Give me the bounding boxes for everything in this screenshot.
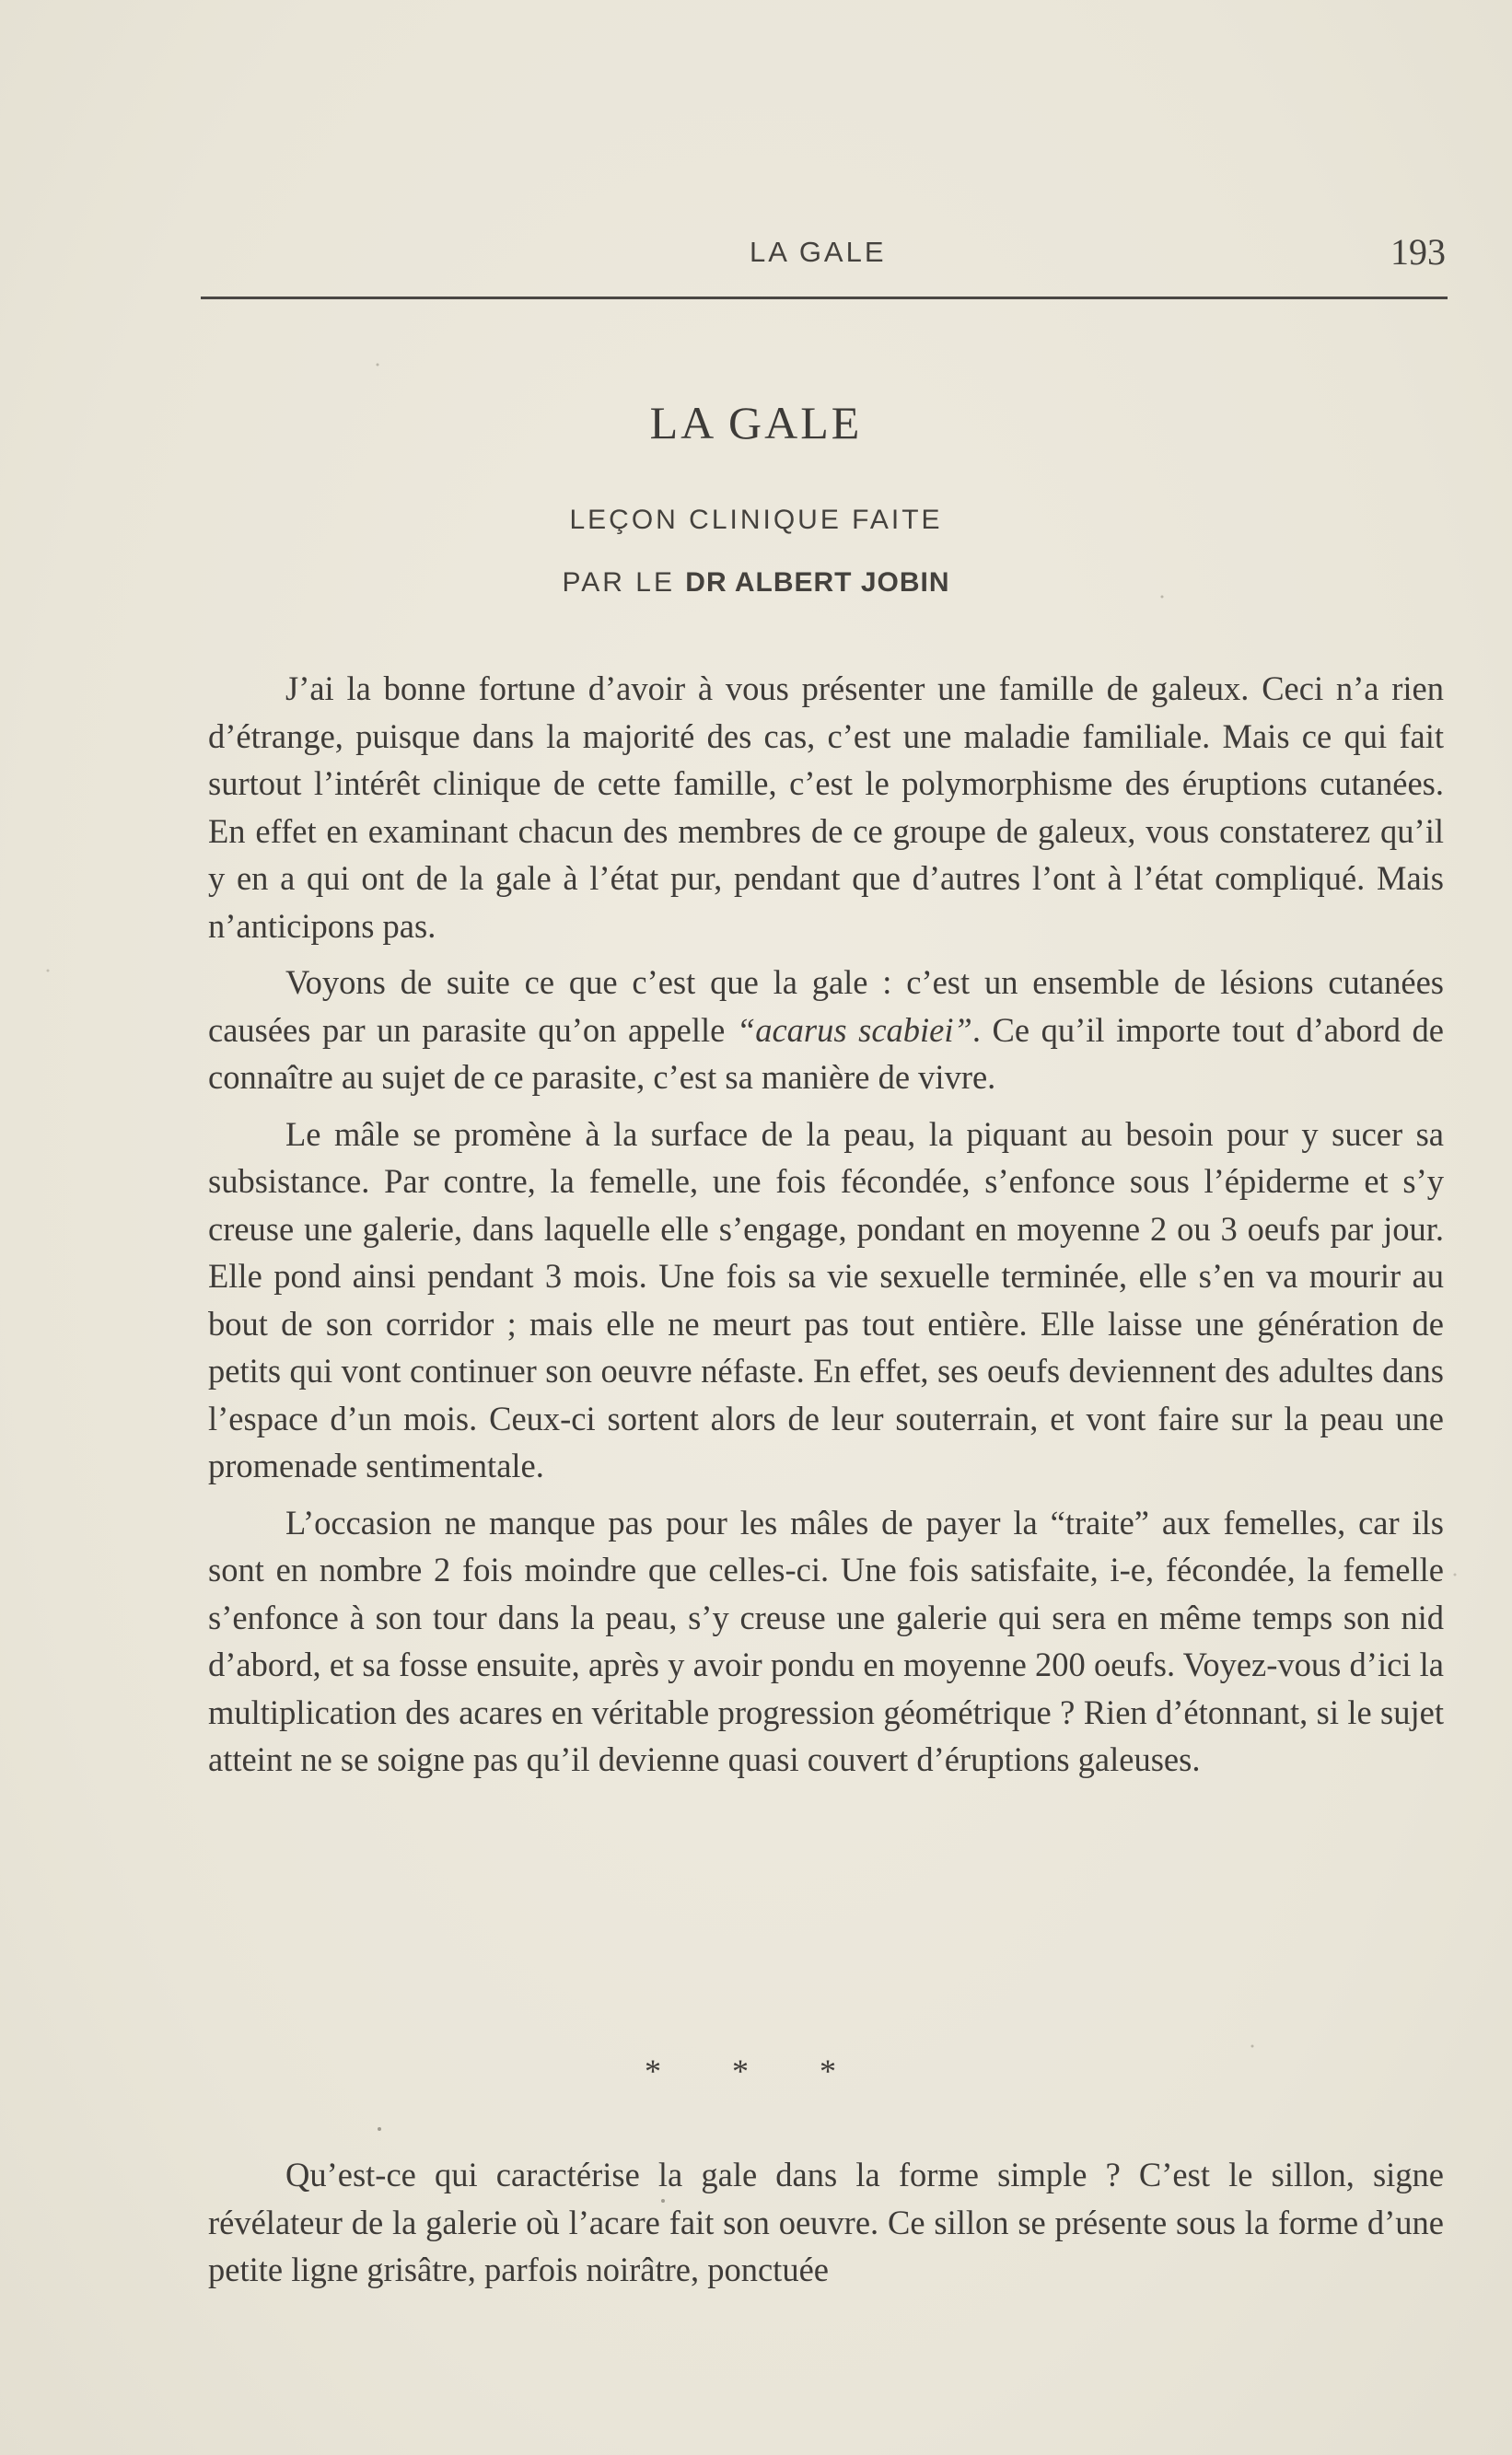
header-rule xyxy=(201,297,1448,299)
section-separator: * * * xyxy=(645,2053,867,2089)
article-subtitle: LEÇON CLINIQUE FAITE xyxy=(569,505,943,535)
article-body xyxy=(208,665,1444,1793)
page-number: 193 xyxy=(1390,231,1446,273)
author-name: DR ALBERT JOBIN xyxy=(685,567,950,598)
author-prefix: PAR LE xyxy=(562,567,686,598)
paragraph-2-before: Voyons de suite ce que c’est que la gale : c’est un ensemble de lésions cutanées causées par un parasite qu’on appelle xyxy=(208,963,1444,1049)
article-title: LA GALE xyxy=(649,397,863,448)
author-line xyxy=(0,567,1512,599)
running-head xyxy=(201,230,1448,276)
paragraph-3: Le mâle se promène à la surface de la peau, la piquant au besoin pour y sucer sa subsistance. Par contre, la femelle, une fois fécondée, s’enfonce sous l’épiderme et s’y creuse une galerie, dans laquelle elle s’engage, pondant en moyenne 2 ou 3 oeufs par jour. Elle pond ainsi pendant 3 mois. Une fois sa vie sexuelle terminée, elle s’en va mourir au bout de son corridor ; mais elle ne meurt pas tout entière. Elle laisse une génération de petits qui vont continuer son oeuvre néfaste. En effet, ses oeufs deviennent des adultes dans l’espace d’un mois. Ceux-ci sortent alors de leur souterrain, et vont faire sur la peau une promenade sentimentale. xyxy=(208,1114,1444,1484)
paragraph-5: Qu’est-ce qui caractérise la gale dans la forme simple ? C’est le sillon, signe révélateur de la galerie où l’acare fait son oeuvre. Ce sillon se présente sous la forme d’une petite ligne grisâtre, parfois noirâtre, ponctuée xyxy=(208,2156,1444,2288)
paragraph-2 xyxy=(208,959,1444,1101)
paragraph-2-after: . Ce qu’il importe tout d’abord de connaître au sujet de ce parasite, c’est sa manière de vivre. xyxy=(208,1010,1444,1096)
paragraph-4: L’occasion ne manque pas pour les mâles de payer la “traite” aux femelles, car ils sont en nombre 2 fois moindre que celles-ci. Une fois satisfaite, i-e, fécondée, la femelle s’enfonce à son tour dans la peau, s’y creuse une galerie qui sera en même temps son nid d’abord, et sa fosse ensuite, après y avoir pondu en moyenne 200 oeufs. Voyez-vous d’ici la multiplication des acares en véritable progression géométrique ? Rien d’étonnant, si le sujet atteint ne se soigne pas qu’il devienne quasi couvert d’éruptions galeuses. xyxy=(208,1503,1444,1778)
running-head-title: LA GALE xyxy=(750,236,887,268)
paragraph-2-italic: “acarus scabiei” xyxy=(736,1010,972,1049)
article-body-continued xyxy=(208,2151,1444,2294)
paragraph-1: J’ai la bonne fortune d’avoir à vous présenter une famille de galeux. Ceci n’a rien d’étrange, puisque dans la majorité des cas, c’est une maladie familiale. Mais ce qui fait surtout l’intérêt clinique de cette famille, c’est le polymorphisme des éruptions cutanées. En effet en examinant chacun des membres de ce groupe de galeux, vous constaterez qu’il y en a qui ont de la gale à l’état pur, pendant que d’autres l’ont à l’état compliqué. Mais n’anticipons pas. xyxy=(208,669,1444,945)
